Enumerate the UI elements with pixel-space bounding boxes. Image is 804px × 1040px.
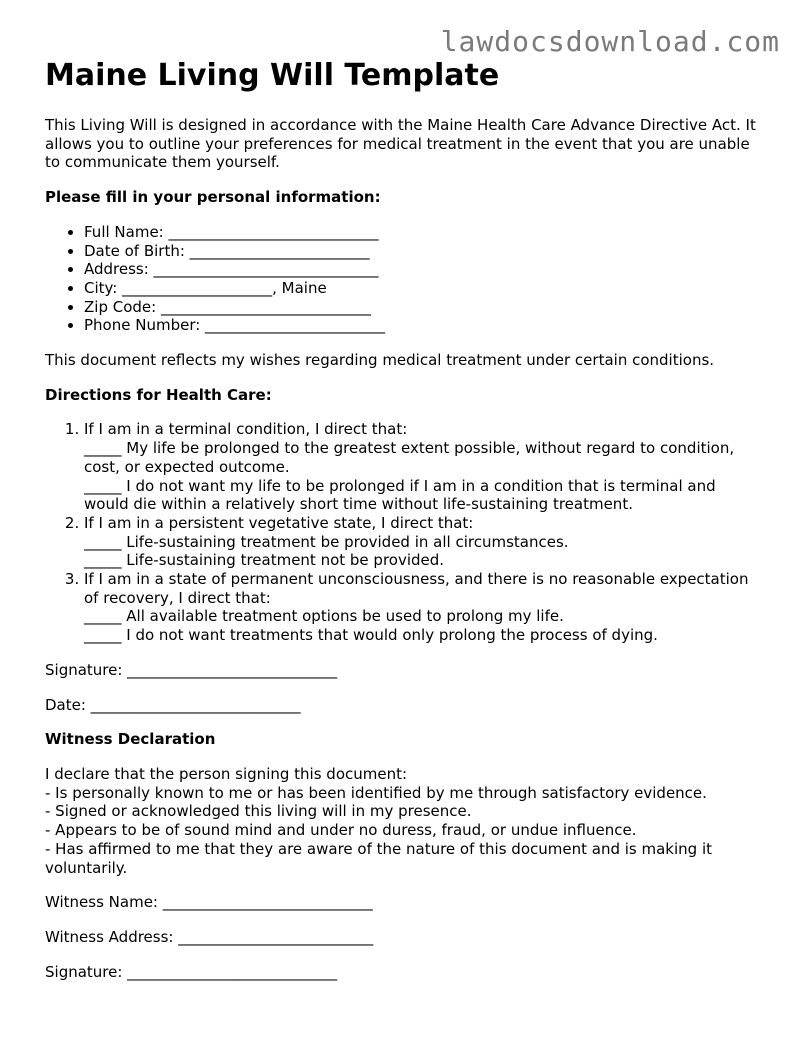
witness-point: - Has affirmed to me that they are aware of the nature of this document and is making it voluntarily. bbox=[45, 839, 712, 877]
date-line: Date: ____________________________ bbox=[45, 695, 301, 714]
direction-option: _____ Life-sustaining treatment not be provided. bbox=[84, 551, 445, 570]
zip-code-field: • Zip Code: ____________________________ bbox=[84, 298, 760, 317]
direction-option: _____ All available treatment options be used to prolong my life. bbox=[84, 607, 564, 626]
direction-option: _____ Life-sustaining treatment be provided in all circumstances. bbox=[84, 532, 569, 551]
witness-heading: Witness Declaration bbox=[45, 730, 216, 749]
personal-info-list bbox=[45, 223, 760, 335]
page-title: Maine Living Will Template bbox=[45, 58, 500, 93]
direction-unconsciousness bbox=[84, 570, 760, 645]
witness-declaration bbox=[45, 765, 760, 877]
witness-signature-line: Signature: ____________________________ bbox=[45, 962, 338, 981]
reflects-paragraph: This document reflects my wishes regarding medical treatment under certain conditions. bbox=[45, 351, 715, 370]
witness-point: - Is personally known to me or has been identified by me through satisfactory evidence. bbox=[45, 783, 707, 802]
witness-point: - Appears to be of sound mind and under no duress, fraud, or undue influence. bbox=[45, 821, 637, 840]
directions-list bbox=[45, 420, 760, 644]
document-page bbox=[45, 58, 760, 981]
personal-info-heading: Please fill in your personal information: bbox=[45, 188, 381, 207]
direction-text: If I am in a terminal condition, I direct that: bbox=[84, 420, 408, 439]
witness-intro: I declare that the person signing this document: bbox=[45, 764, 408, 783]
witness-name-line: Witness Name: ____________________________ bbox=[45, 893, 373, 912]
direction-vegetative bbox=[84, 514, 760, 570]
direction-option: _____ I do not want my life to be prolonged if I am in a condition that is terminal and would die within a relatively short time without life-sustaining treatment. bbox=[84, 476, 716, 514]
intro-paragraph: This Living Will is designed in accordance with the Maine Health Care Advance Directive Act. It allows you to outline your preferences for medical treatment in the event that you are unable to communicate them yourself. bbox=[45, 116, 756, 172]
signature-line: Signature: ____________________________ bbox=[45, 660, 338, 679]
direction-option: _____ My life be prolonged to the greatest extent possible, without regard to condition, cost, or expected outcome. bbox=[84, 439, 735, 476]
city-field: • City: ____________________, Maine bbox=[84, 279, 760, 298]
address-field: • Address: ______________________________ bbox=[84, 260, 760, 279]
direction-terminal bbox=[84, 420, 760, 514]
direction-text: If I am in a persistent vegetative state, I direct that: bbox=[84, 513, 474, 532]
directions-heading: Directions for Health Care: bbox=[45, 385, 272, 404]
date-of-birth-field: • Date of Birth: ________________________ bbox=[84, 242, 760, 261]
phone-number-field: • Phone Number: ________________________ bbox=[84, 316, 760, 335]
witness-address-line: Witness Address: __________________________ bbox=[45, 927, 374, 946]
full-name-field: • Full Name: ____________________________ bbox=[84, 223, 760, 242]
watermark: lawdocsdownload.com bbox=[440, 25, 780, 58]
direction-option: _____ I do not want treatments that would only prolong the process of dying. bbox=[84, 626, 658, 645]
direction-text: If I am in a state of permanent unconsciousness, and there is no reasonable expectation of recovery, I direct that: bbox=[84, 570, 749, 607]
witness-point: - Signed or acknowledged this living will in my presence. bbox=[45, 802, 472, 821]
